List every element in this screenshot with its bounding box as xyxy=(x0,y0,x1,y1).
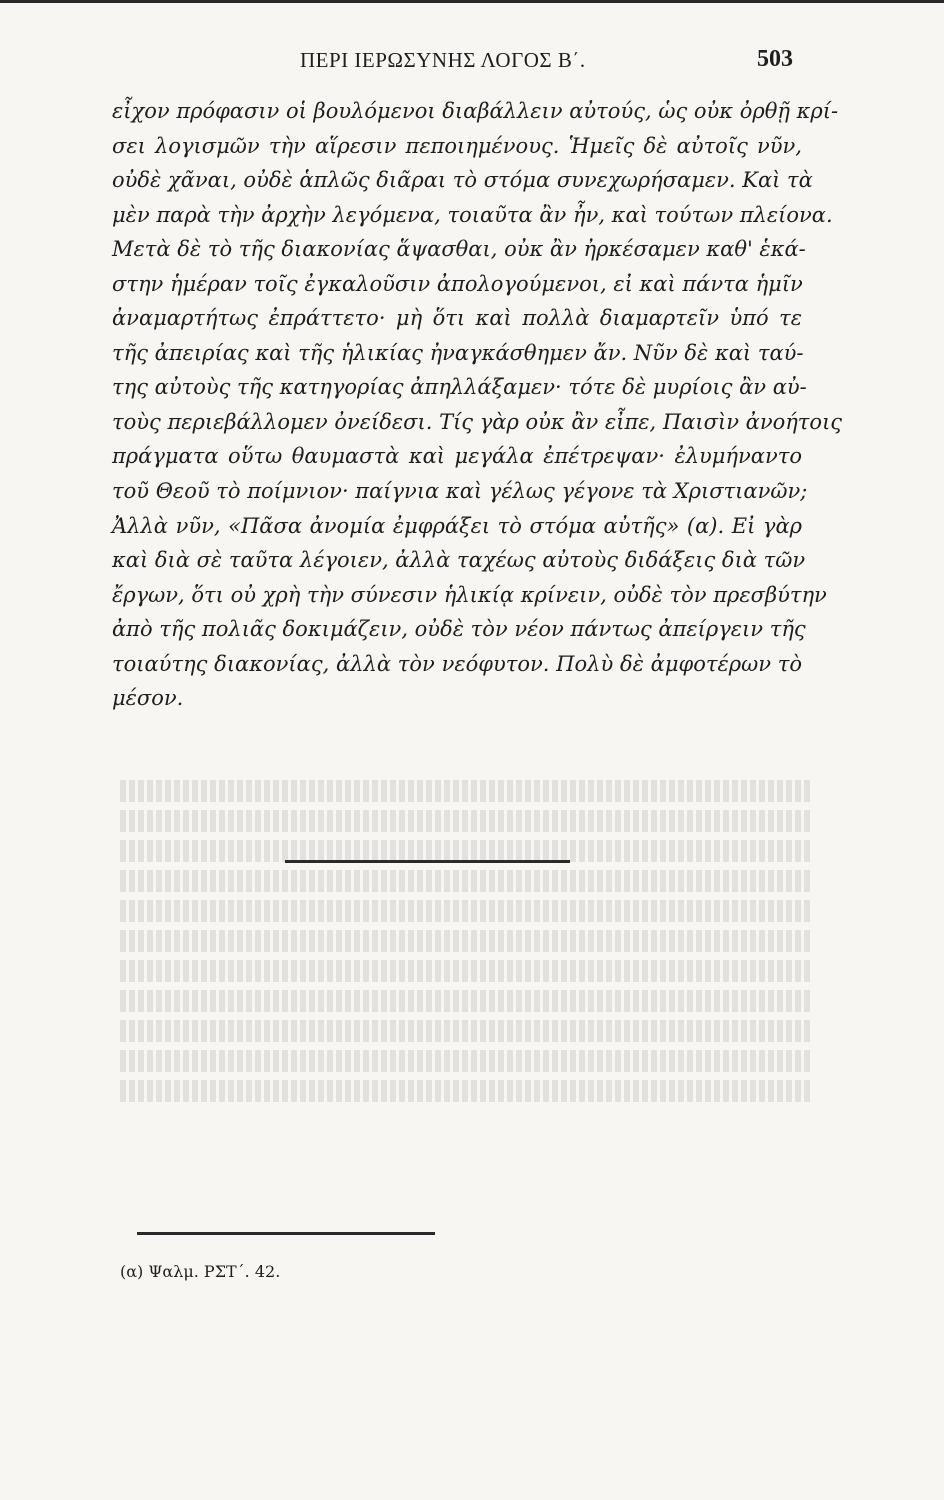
footnote: (α) Ψαλμ. ΡΣΤ΄. 42. xyxy=(120,1262,281,1281)
text-line: στην ἡμέραν τοῖς ἐγκαλοῦσιν ἀπολογούμενοι, εἰ καὶ πάντα ἡμῖν xyxy=(112,271,803,296)
text-line: σει λογισμῶν τὴν αἵρεσιν πεποιημένους. Ἡμεῖς δὲ αὐτοῖς νῦν, xyxy=(112,133,802,158)
text-line: τῆς ἀπειρίας καὶ τῆς ἡλικίας ἠναγκάσθημεν ἄν. Νῦν δὲ καὶ ταύ- xyxy=(112,340,804,365)
text-line: ἀναμαρτήτως ἐπράττετο· μὴ ὅτι καὶ πολλὰ διαμαρτεῖν ὑπό τε xyxy=(112,306,802,331)
text-line: μέσον. xyxy=(112,686,184,711)
text-line: Ἀλλὰ νῦν, «Πᾶσα ἀνομία ἐμφράξει τὸ στόμα αὐτῆς» (α). Εἰ γὰρ xyxy=(112,513,802,538)
text-line: της αὐτοὺς τῆς κατηγορίας ἀπηλλάξαμεν· τότε δὲ μυρίοις ἂν αὐ- xyxy=(112,375,807,400)
body-text xyxy=(112,94,843,716)
text-line: τοῦ Θεοῦ τὸ ποίμνιον· παίγνια καὶ γέλως γέγονε τὰ Χριστιανῶν; xyxy=(112,479,808,504)
text-line: ἀπὸ τῆς πολιᾶς δοκιμάζειν, οὐδὲ τὸν νέον πάντως ἀπείργειν τῆς xyxy=(112,617,806,642)
text-line: τοιαύτης διακονίας, ἀλλὰ τὸν νεόφυτον. Πολὺ δὲ ἀμφοτέρων τὸ xyxy=(112,651,802,676)
footnote-rule xyxy=(137,1232,435,1235)
text-line: οὐδὲ χᾶναι, οὐδὲ ἁπλῶς διᾶραι τὸ στόμα συνεχωρήσαμεν. Καὶ τὰ xyxy=(112,168,813,193)
page-number: 503 xyxy=(757,46,793,72)
running-head: ΠΕΡΙ ΙΕΡΩΣΥΝΗΣ ΛΟΓΟΣ Β΄. xyxy=(300,48,586,72)
text-line: ἔργων, ὅτι οὐ χρὴ τὴν σύνεσιν ἡλικίᾳ κρίνειν, οὐδὲ τὸν πρεσβύτην xyxy=(112,582,827,607)
section-separator-rule xyxy=(285,860,570,863)
text-line: τοὺς περιεβάλλομεν ὀνείδεσι. Τίς γὰρ οὐκ ἂν εἶπε, Παισὶν ἀνοήτοις xyxy=(112,409,843,434)
text-line: καὶ διὰ σὲ ταῦτα λέγοιεν, ἀλλὰ ταχέως αὐτοὺς διδάξεις διὰ τῶν xyxy=(112,548,806,573)
text-line: πράγματα οὕτω θαυμαστὰ καὶ μεγάλα ἐπέτρεψαν· ἐλυμήναντο xyxy=(112,444,802,469)
show-through-texture xyxy=(120,780,810,1140)
text-line: μὲν παρὰ τὴν ἀρχὴν λεγόμενα, τοιαῦτα ἂν ἦν, καὶ τούτων πλείονα. xyxy=(112,202,833,227)
text-line: Μετὰ δὲ τὸ τῆς διακονίας ἅψασθαι, οὐκ ἂν ἠρκέσαμεν καθ' ἑκά- xyxy=(112,237,806,262)
text-line: εἶχον πρόφασιν οἱ βουλόμενοι διαβάλλειν αὐτούς, ὡς οὐκ ὀρθῇ κρί- xyxy=(112,99,839,123)
